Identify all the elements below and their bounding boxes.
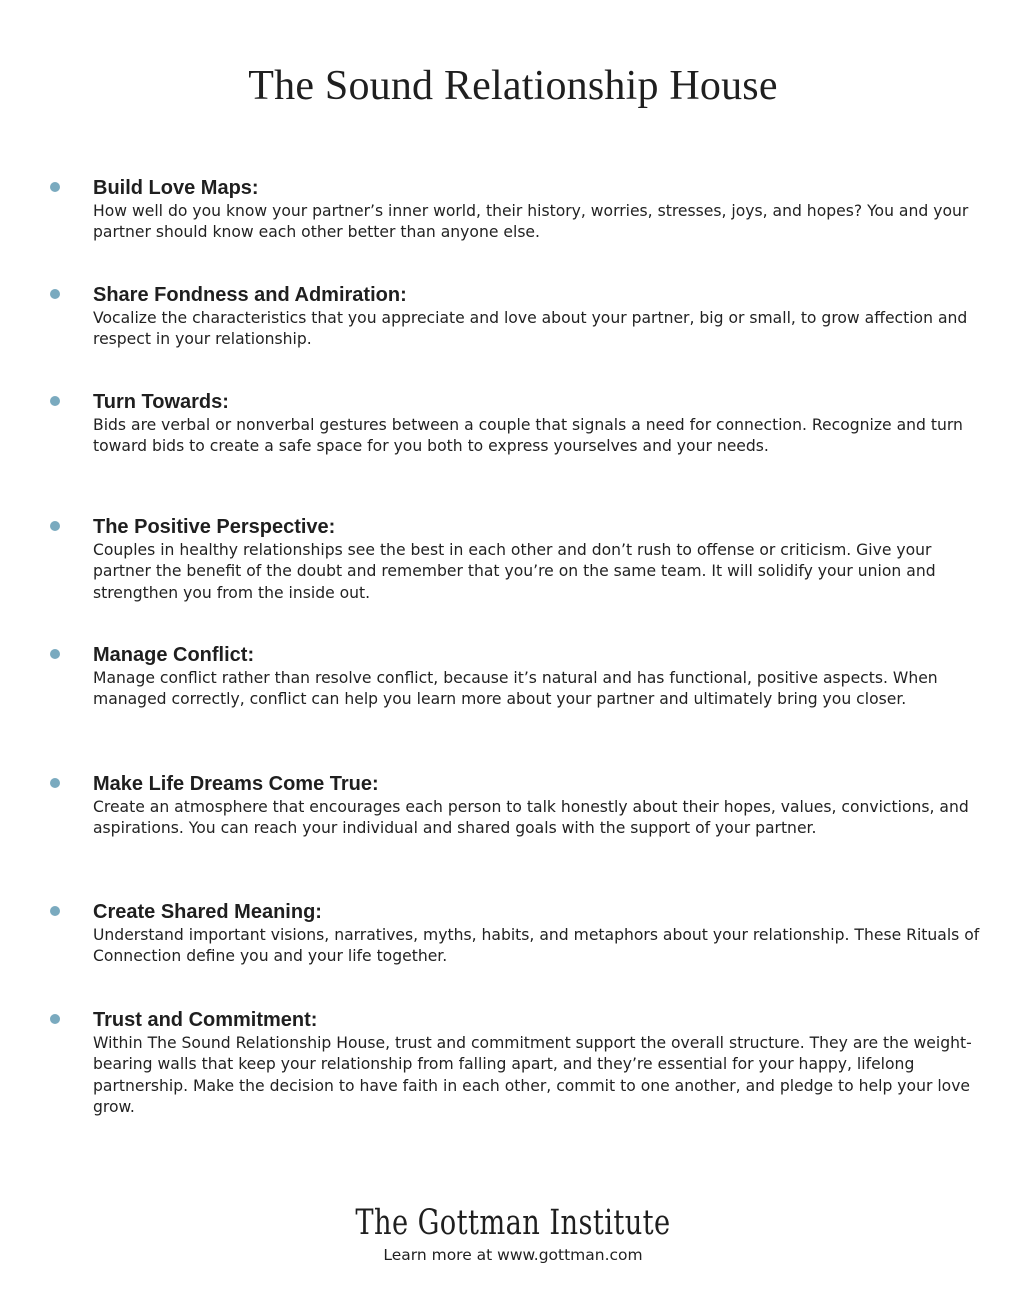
item-heading: Share Fondness and Admiration: (93, 284, 407, 306)
item-heading: Make Life Dreams Come True: (93, 773, 379, 795)
item-body: Manage conflict rather than resolve conflict, because it’s natural and has functional, positive aspects. When managed correctly, conflict can help you learn more about your partner and ultimately bring you closer. (93, 669, 938, 709)
item-body: Vocalize the characteristics that you appreciate and love about your partner, big or small, to grow affection and respect in your relationship. (93, 309, 968, 349)
item-body: How well do you know your partner’s inner world, their history, worries, stresses, joys, and hopes? You and your partner should know each other better than anyone else. (93, 202, 969, 242)
footer (0, 1203, 1026, 1265)
item-body: Create an atmosphere that encourages each person to talk honestly about their hopes, values, convictions, and aspirations. You can reach your individual and shared goals with the support of your partner. (93, 798, 969, 838)
item-heading: Turn Towards: (93, 391, 229, 413)
website-link[interactable]: Learn more at www.gottman.com (383, 1246, 643, 1264)
item-heading: Trust and Commitment: (93, 1009, 318, 1031)
item-body: Within The Sound Relationship House, trust and commitment support the overall structure. They are the weight-bearing walls that keep your relationship from falling apart, and they’re essential for your happy, lifelong partnership. Make the decision to have faith in each other, commit to one another, and pledge to help your love grow. (93, 1034, 972, 1116)
bullet-icon (50, 396, 60, 406)
item-body: Bids are verbal or nonverbal gestures between a couple that signals a need for connection. Recognize and turn toward bids to create a safe space for you both to express yourselves and your needs. (93, 416, 963, 456)
gottman-institute-logo: The Gottman Institute (355, 1203, 671, 1243)
item-body: Couples in healthy relationships see the best in each other and don’t rush to offense or criticism. Give your partner the benefit of the doubt and remember that you’re on the same team. It will solidify your union and strengthen you from the inside out. (93, 541, 936, 602)
bullet-icon (50, 1014, 60, 1024)
item-body: Understand important visions, narratives, myths, habits, and metaphors about your relationship. These Rituals of Connection define you and your life together. (93, 926, 980, 966)
bullet-icon (50, 906, 60, 916)
page-title: The Sound Relationship House (248, 63, 778, 109)
bullet-icon (50, 182, 60, 192)
bullet-icon (50, 649, 60, 659)
item-heading: Build Love Maps: (93, 177, 259, 199)
bullet-icon (50, 778, 60, 788)
item-heading: Create Shared Meaning: (93, 901, 322, 923)
item-heading: The Positive Perspective: (93, 516, 336, 538)
bullet-icon (50, 289, 60, 299)
bullet-icon (50, 521, 60, 531)
item-heading: Manage Conflict: (93, 644, 255, 666)
